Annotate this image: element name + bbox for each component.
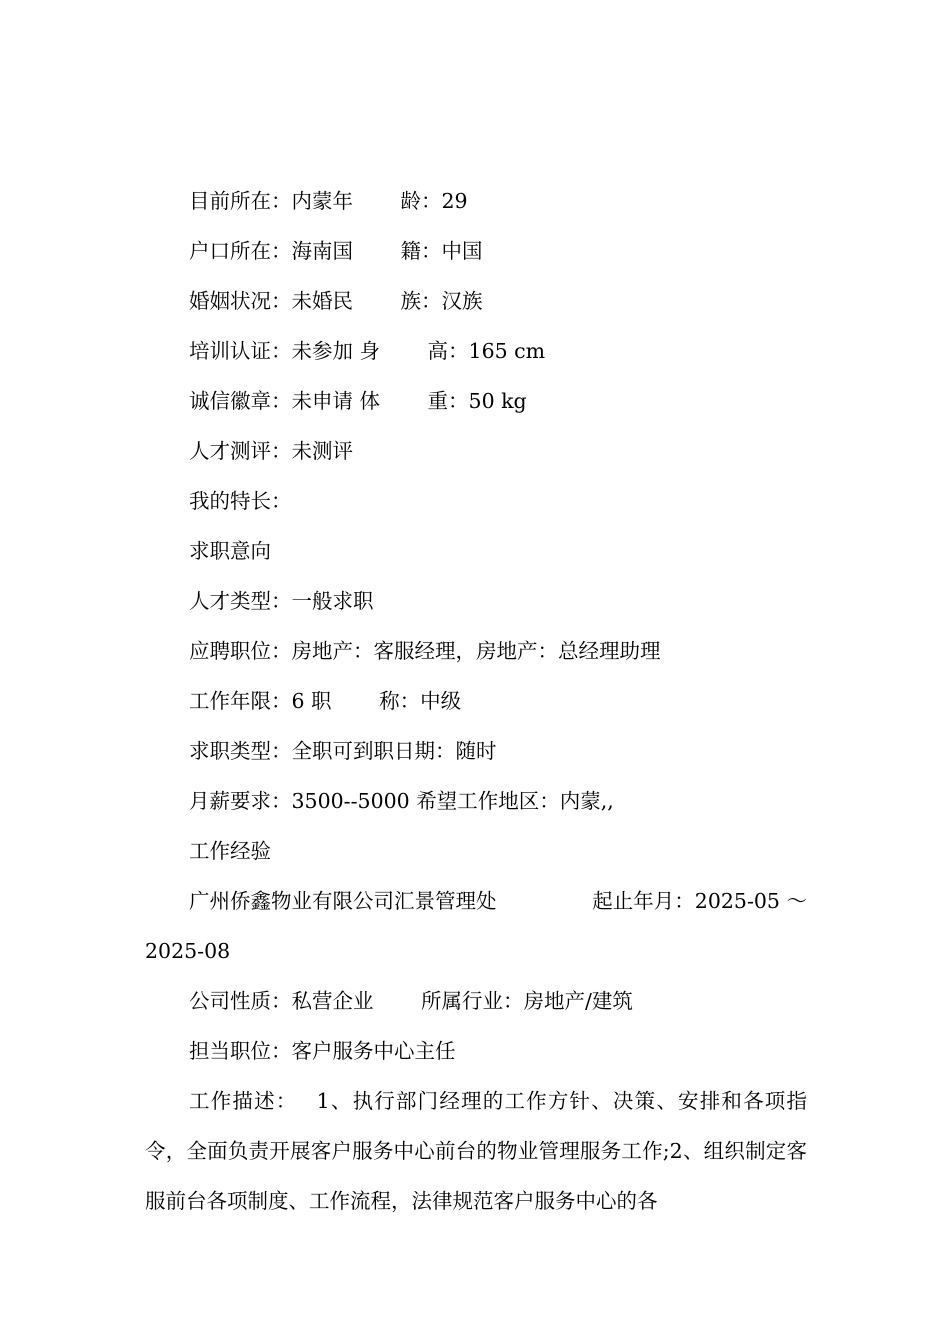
- resume-content: [145, 176, 807, 1226]
- job-intention-heading: 求职意向: [189, 539, 271, 563]
- hukou-nationality-line: 户口所在：海南国 籍：中国: [189, 239, 483, 263]
- role-line: 担当职位：客户服务中心主任: [189, 1039, 456, 1063]
- job-type-line: 求职类型：全职可到职日期：随时: [189, 739, 497, 763]
- company-name: 广州侨鑫物业有限公司汇景管理处: [189, 889, 497, 913]
- salary-line: 月薪要求：3500--5000 希望工作地区：内蒙,,: [189, 789, 614, 813]
- location-age-line: 目前所在：内蒙年 龄：29: [189, 189, 468, 213]
- experience-heading: 工作经验: [189, 839, 271, 863]
- years-title-line: 工作年限：6 职 称：中级: [189, 689, 462, 713]
- specialty-line: 我的特长：: [189, 489, 292, 513]
- work-description: 工作描述： 1、执行部门经理的工作方针、决策、安排和各项指令，全面负责开展客户服务中心前台的物业管理服务工作;2、组织制定客服前台各项制度、工作流程，法律规范客户服务中心的各: [145, 1089, 807, 1213]
- position-line: 应聘职位：房地产：客服经理，房地产：总经理助理: [189, 639, 661, 663]
- credit-weight-line: 诚信徽章：未申请 体 重：50 kg: [189, 389, 527, 413]
- company-nature-line: 公司性质：私营企业 所属行业：房地产/建筑: [189, 989, 633, 1013]
- period-end-line: 2025-08: [145, 939, 231, 963]
- talent-type-line: 人才类型：一般求职: [189, 589, 374, 613]
- assessment-line: 人才测评：未测评: [189, 439, 353, 463]
- marital-ethnicity-line: 婚姻状况：未婚民 族：汉族: [189, 289, 483, 313]
- period-label: 起止年月：2025-05 ～: [592, 889, 807, 913]
- company-period-line: [145, 876, 807, 926]
- training-height-line: 培训认证：未参加 身 高：165 cm: [189, 339, 546, 363]
